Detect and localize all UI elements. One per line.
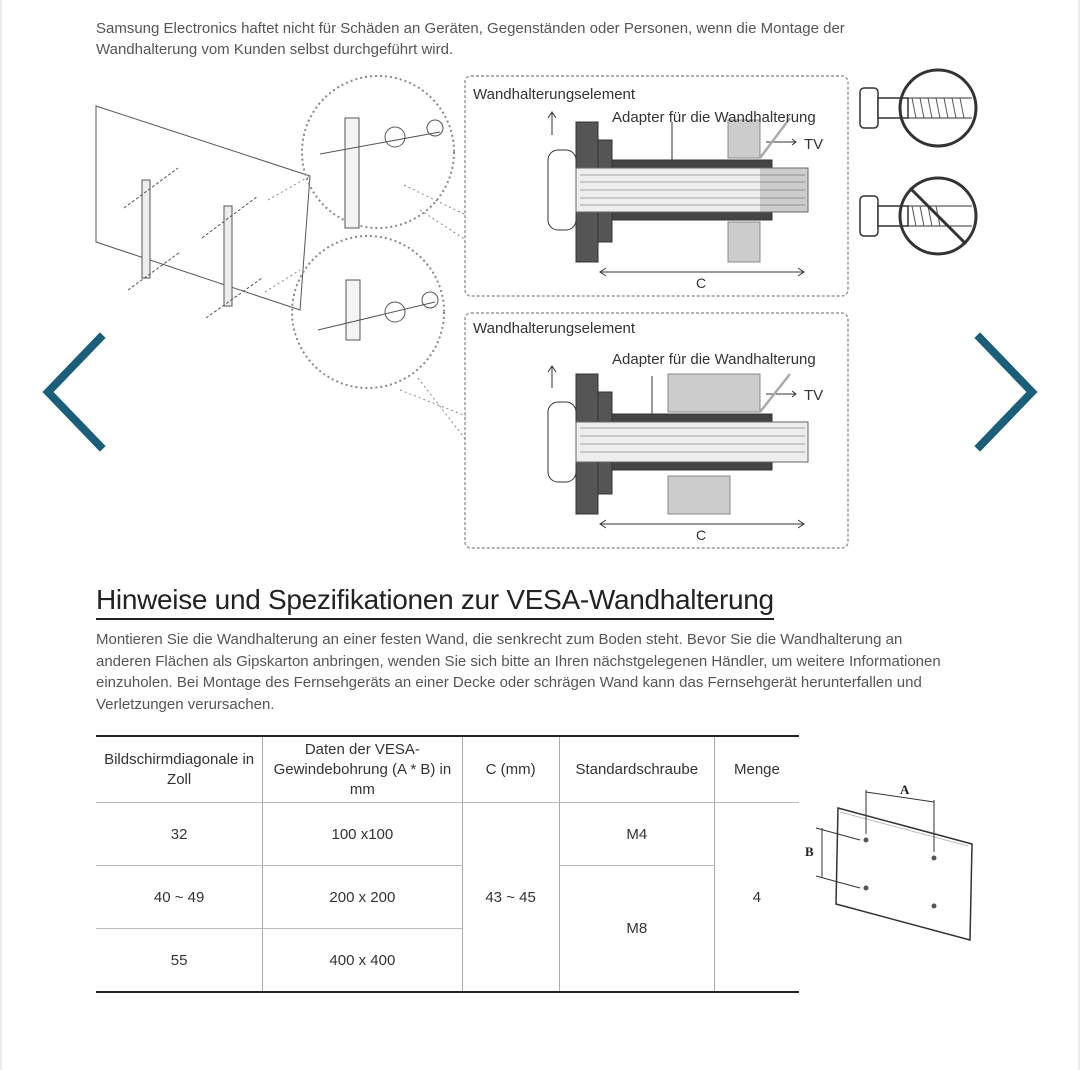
header-vesa: Daten der VESA-Gewindebohrung (A * B) in mm — [263, 736, 462, 803]
table-row — [96, 803, 799, 866]
header-diagonal: Bildschirmdiagonale in Zoll — [96, 736, 263, 803]
bottom-adapter-label: Adapter für die Wandhalterung — [612, 351, 816, 368]
liability-note: Samsung Electronics haftet nicht für Schäden an Geräten, Gegenständen oder Personen, wenn die Montage der Wandhalterung vom Kunden selbst durchgeführt wird. — [96, 20, 845, 58]
wall-mount-diagram — [0, 60, 1080, 560]
screw-incorrect-icon — [860, 178, 976, 254]
chevron-right-icon — [980, 338, 1032, 446]
zoom-circle-top — [302, 76, 454, 228]
prev-slide-button[interactable] — [38, 330, 108, 454]
screw-correct-icon — [860, 70, 976, 146]
table-header-row — [96, 736, 799, 803]
tv-back-panel — [96, 106, 310, 310]
header-quantity: Menge — [714, 736, 799, 803]
bracket-left — [124, 168, 180, 290]
top-tv-label: TV — [804, 136, 824, 153]
table-row — [96, 866, 799, 929]
vesa-cell: 200 x 200 — [263, 866, 462, 929]
top-adapter-label: Adapter für die Wandhalterung — [612, 109, 816, 126]
bottom-tv-label: TV — [804, 387, 824, 404]
bottom-dimension-label: C — [696, 527, 707, 543]
vesa-cell: 100 x100 — [263, 803, 462, 866]
c-value-cell: 43 ~ 45 — [462, 803, 559, 993]
next-slide-button[interactable] — [972, 330, 1042, 454]
vesa-spec-table — [96, 735, 799, 993]
top-element-label: Wandhalterungselement — [473, 86, 636, 103]
detail-panel-bottom — [465, 313, 848, 548]
zoom-circle-bottom — [292, 236, 444, 388]
screw-cell-m4: M4 — [559, 803, 714, 866]
diagonal-cell: 40 ~ 49 — [96, 866, 263, 929]
diagonal-cell: 32 — [96, 803, 263, 866]
screw-cell-m8: M8 — [559, 866, 714, 993]
detail-panel-top — [465, 76, 848, 296]
bracket-right — [202, 196, 262, 318]
quantity-cell: 4 — [714, 803, 799, 993]
chevron-left-icon — [48, 338, 100, 446]
bottom-element-label: Wandhalterungselement — [473, 320, 636, 337]
vesa-cell: 400 x 400 — [263, 929, 462, 993]
header-c: C (mm) — [462, 736, 559, 803]
top-dimension-label: C — [696, 275, 707, 291]
vesa-label-b: B — [805, 844, 814, 859]
section-heading: Hinweise und Spezifikationen zur VESA-Wandhalterung — [96, 582, 774, 620]
section-description: Montieren Sie die Wandhalterung an einer festen Wand, die senkrecht zum Boden steht. Bevor Sie die Wandhalterung an anderen Flächen als Gipskarton anbringen, wenden Sie sich bitte an Ihren nächstgelegenen Händler, um weitere Informationen einzuholen. Bei Montage des Fernsehgeräts an einer Decke oder schrägen Wand kann das Fernsehgerät herunterfallen und Verletzungen verursachen. — [96, 631, 941, 713]
diagonal-cell: 55 — [96, 929, 263, 993]
header-screw: Standardschraube — [559, 736, 714, 803]
vesa-label-a: A — [900, 782, 910, 797]
vesa-hole-pattern-figure — [800, 770, 980, 950]
